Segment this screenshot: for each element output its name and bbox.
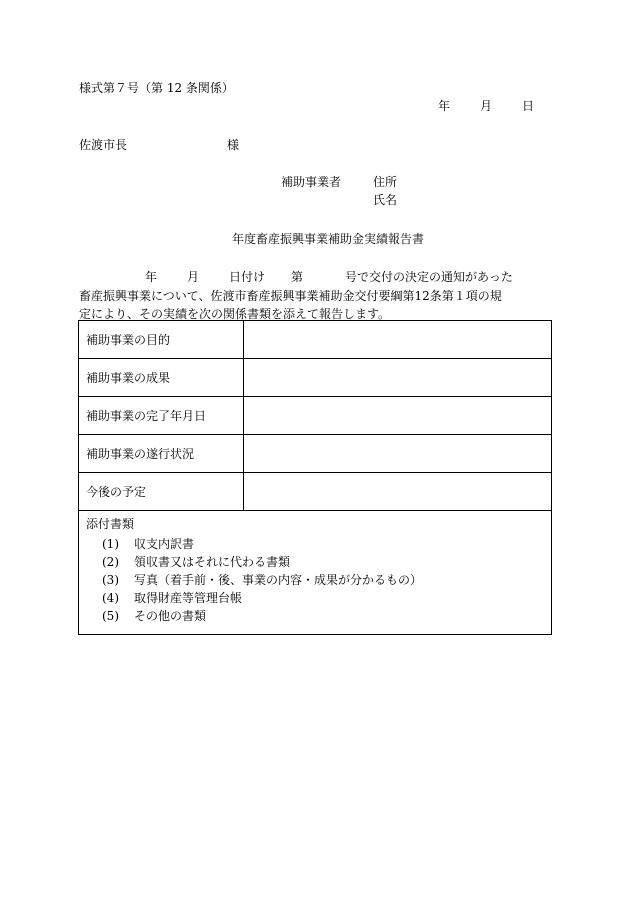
table-row xyxy=(79,435,552,473)
attachment-number: (3) xyxy=(102,573,119,587)
applicant-role: 補助事業者 xyxy=(281,175,342,189)
table-row xyxy=(79,473,552,511)
table-row xyxy=(79,321,552,359)
body-line-2: 畜産振興事業について、佐渡市畜産振興事業補助金交付要綱第12条第１項の規 xyxy=(79,288,502,303)
body-month: 月 xyxy=(187,270,200,284)
future-plan-label: 今後の予定 xyxy=(79,473,244,511)
addressee-honorific: 様 xyxy=(227,138,240,152)
attachments-row xyxy=(79,511,552,635)
attachment-text: 取得財産等管理台帳 xyxy=(134,591,243,605)
results-value[interactable] xyxy=(244,359,552,397)
date-day-label: 日 xyxy=(522,99,535,113)
results-label: 補助事業の成果 xyxy=(79,359,244,397)
document-title: 年度畜産振興事業補助金実績報告書 xyxy=(232,232,425,246)
attachment-text: 収支内訳書 xyxy=(134,537,195,551)
attachment-item xyxy=(86,589,544,607)
progress-status-label: 補助事業の遂行状況 xyxy=(79,435,244,473)
attachment-item xyxy=(86,535,544,553)
addressee xyxy=(79,138,240,152)
attachment-item xyxy=(86,553,544,571)
attachment-item xyxy=(86,607,544,625)
table-row xyxy=(79,359,552,397)
report-table xyxy=(78,320,552,635)
date-year-label: 年 xyxy=(438,99,451,113)
attachments-cell xyxy=(79,511,552,635)
body-no-prefix: 第 xyxy=(291,270,304,284)
table-row xyxy=(79,397,552,435)
body-line-3: 定により、その実績を次の関係書類を添えて報告します。 xyxy=(79,307,391,321)
completion-date-value[interactable] xyxy=(244,397,552,435)
body-text xyxy=(79,268,551,324)
attachment-number: (5) xyxy=(102,609,119,623)
purpose-value[interactable] xyxy=(244,321,552,359)
form-number: 様式第７号（第 12 条関係） xyxy=(79,81,234,95)
name-label: 氏名 xyxy=(373,193,398,207)
date-line xyxy=(438,100,534,112)
attachment-number: (1) xyxy=(102,537,119,551)
date-month-label: 月 xyxy=(480,99,493,113)
body-year: 年 xyxy=(145,270,158,284)
addressee-name: 佐渡市長 xyxy=(79,138,128,152)
attachments-title: 添付書類 xyxy=(86,517,135,531)
completion-date-label: 補助事業の完了年月日 xyxy=(79,397,244,435)
applicant-address xyxy=(281,176,397,188)
body-line-1-rest: 号で交付の決定の通知があった xyxy=(345,270,513,284)
purpose-label: 補助事業の目的 xyxy=(79,321,244,359)
future-plan-value[interactable] xyxy=(244,473,552,511)
address-label: 住所 xyxy=(373,175,398,189)
attachment-text: その他の書類 xyxy=(134,609,207,623)
attachment-number: (2) xyxy=(102,555,119,569)
attachment-item xyxy=(86,571,544,589)
attachment-number: (4) xyxy=(102,591,119,605)
attachment-text: 写真（着手前・後、事業の内容・成果が分かるもの） xyxy=(134,573,423,587)
progress-status-value[interactable] xyxy=(244,435,552,473)
attachment-text: 領収書又はそれに代わる書類 xyxy=(134,555,291,569)
body-line-1 xyxy=(79,268,551,287)
body-date-suffix: 日付け xyxy=(229,270,266,284)
